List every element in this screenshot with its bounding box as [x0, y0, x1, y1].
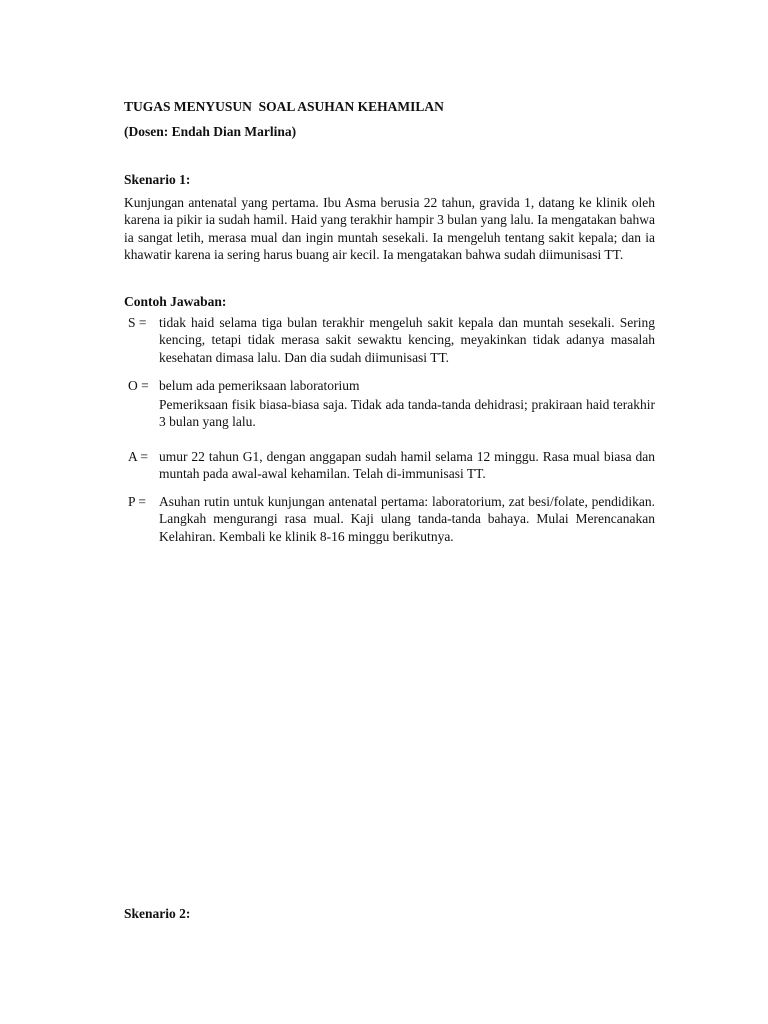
document-title: TUGAS MENYUSUN SOAL ASUHAN KEHAMILAN: [124, 99, 444, 114]
answer-heading: Contoh Jawaban:: [124, 294, 227, 309]
scenario-2-heading: Skenario 2:: [124, 906, 191, 921]
soap-s-label: S =: [128, 315, 147, 330]
soap-a-text: umur 22 tahun G1, dengan anggapan sudah hamil selama 12 minggu. Rasa mual biasa dan muntah pada awal-awal kehamilan. Telah di-immunisasi TT.: [159, 449, 655, 482]
soap-o-label: O =: [128, 378, 149, 393]
scenario-1-text: Kunjungan antenatal yang pertama. Ibu Asma berusia 22 tahun, gravida 1, datang ke klinik oleh karena ia pikir ia sudah hamil. Haid yang terakhir hampir 3 bulan yang lalu. Ia mengatakan bahwa ia sangat letih, merasa mual dan ingin muntah sesekali. Ia mengeluh tentang sakit kepala; dan ia khawatir karena ia sering harus buang air kecil. Ia mengatakan bahwa sudah diimunisasi TT.: [124, 195, 655, 263]
soap-s-text: tidak haid selama tiga bulan terakhir mengeluh sakit kepala dan muntah sesekali. Sering kencing, tetapi tidak merasa sakit sewaktu kencing, meyakinkan tidak adanya masalah kesehatan dimasa lalu. Dan dia sudah diimunisasi TT.: [159, 315, 655, 365]
soap-o-text-1: belum ada pemeriksaan laboratorium: [159, 378, 360, 393]
scenario-1-heading: Skenario 1:: [124, 172, 191, 187]
soap-p-text: Asuhan rutin untuk kunjungan antenatal pertama: laboratorium, zat besi/folate, pendidikan. Langkah mengurangi rasa mual. Kaji ulang tanda-tanda bahaya. Mulai Merencanakan Kelahiran. Kembali ke klinik 8-16 minggu berikutnya.: [159, 494, 655, 544]
soap-o-text-2: Pemeriksaan fisik biasa-biasa saja. Tidak ada tanda-tanda dehidrasi; prakiraan haid terakhir 3 bulan yang lalu.: [159, 397, 655, 430]
soap-p-label: P =: [128, 494, 146, 509]
soap-a-label: A =: [128, 449, 148, 464]
lecturer-line: (Dosen: Endah Dian Marlina): [124, 124, 297, 139]
